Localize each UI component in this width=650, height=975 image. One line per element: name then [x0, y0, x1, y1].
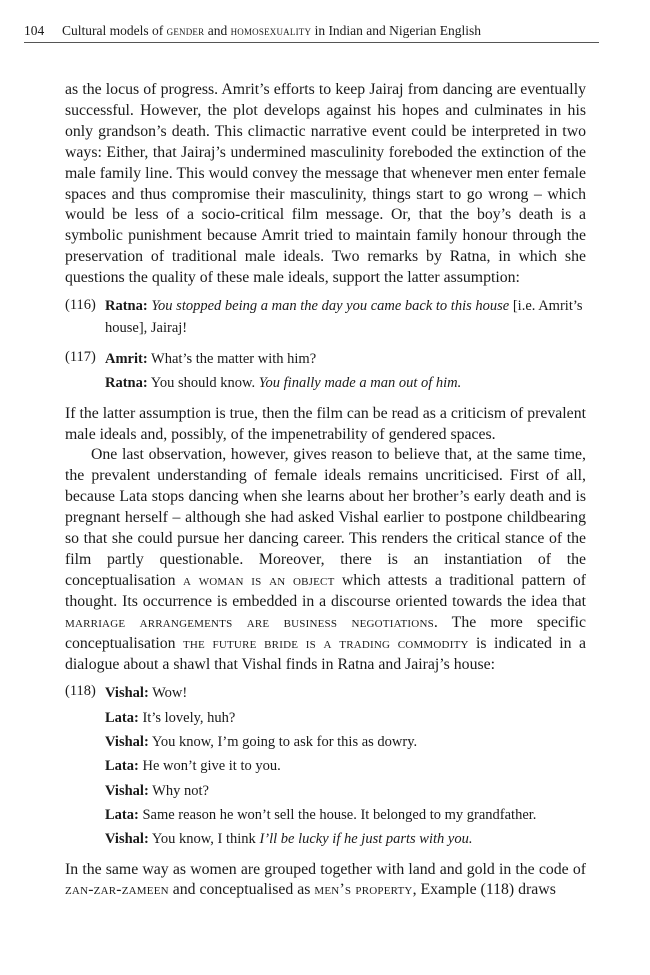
- running-title: Cultural models of gender and homosexuality in Indian and Nigerian English: [62, 23, 482, 38]
- example-number: (116): [65, 297, 96, 314]
- paragraph: as the locus of progress. Amrit’s efforts to keep Jairaj from dancing are eventually successful. However, the plot develops against his hopes and culminates in his only grandson’s death. This climactic narrative event could be interpreted in two ways: Either, that Jairaj’s undermined masculinity foreboded the extinction of the male family line. This would convey the message that whenever men enter female spaces and thus compromise their masculinity, things start to go wrong – which would be less of a socio-critical film message. Or, that the boy’s death is a symbolic punishment because Amrit tried to maintain family honour through the preservation of traditional male ideals. Two remarks by Ratna, in which she questions the quality of these male ideals, support the latter assumption:: [65, 81, 586, 287]
- paragraph: If the latter assumption is true, then the film can be read as a criticism of prevalent male ideals and, possibly, of the impenetrability of gendered spaces.: [65, 404, 586, 443]
- dialogue-line: Vishal: You know, I think I’ll be lucky if he just parts with you.: [105, 831, 473, 848]
- paragraph: In the same way as women are grouped together with land and gold in the code of zan-zar-zameen and conceptualised as men’s property, Example (118) draws: [65, 860, 586, 899]
- example-116: [65, 295, 586, 339]
- dialogue-line: Ratna: You stopped being a man the day you came back to this house [i.e. Amrit’s house], Jairaj!: [105, 298, 583, 337]
- example-118: [65, 681, 586, 851]
- example-number: (118): [65, 683, 96, 700]
- dialogue-line: Ratna: You should know. You finally made a man out of him.: [105, 375, 462, 392]
- dialogue-line: Vishal: Wow!: [105, 685, 188, 702]
- speaker-label: Ratna:: [105, 298, 148, 315]
- speaker-label: Vishal:: [105, 831, 149, 848]
- main-text: [65, 80, 586, 901]
- example-117: [65, 347, 586, 396]
- speaker-label: Vishal:: [105, 734, 149, 751]
- dialogue-line: Vishal: You know, I’m going to ask for this as dowry.: [105, 734, 418, 751]
- example-number: (117): [65, 349, 96, 366]
- speaker-label: Lata:: [105, 758, 139, 775]
- speaker-label: Vishal:: [105, 782, 149, 799]
- dialogue-line: Lata: It’s lovely, huh?: [105, 709, 236, 726]
- dialogue-line: Lata: He won’t give it to you.: [105, 758, 281, 775]
- speaker-label: Ratna:: [105, 375, 148, 392]
- dialogue-line: Amrit: What’s the matter with him?: [105, 351, 317, 368]
- dialogue-line: Vishal: Why not?: [105, 782, 209, 799]
- speaker-label: Lata:: [105, 806, 139, 823]
- paragraph: One last observation, however, gives reason to believe that, at the same time, the prevalent understanding of female ideals remains uncriticised. First of all, because Lata stops dancing when she learns about her brother’s early death and is pregnant herself – although she had asked Vishal earlier to postpone childbearing so that she could pursue her dancing career. This renders the critical stance of the film partly questionable. Moreover, there is an instantiation of the conceptualisation a woman is an object which attests a traditional pattern of thought. Its occurrence is embedded in a discourse oriented towards the idea that marriage arrangements are business negotiations. The more specific conceptualisation the future bride is a trading commodity is indicated in a dialogue about a shawl that Vishal finds in Ratna and Jairaj’s house:: [65, 446, 586, 673]
- dialogue-line: Lata: Same reason he won’t sell the house. It belonged to my grandfather.: [105, 806, 537, 823]
- speaker-label: Lata:: [105, 709, 139, 726]
- running-header: [24, 22, 599, 43]
- speaker-label: Amrit:: [105, 351, 148, 368]
- page-number: 104: [24, 23, 45, 38]
- speaker-label: Vishal:: [105, 685, 149, 702]
